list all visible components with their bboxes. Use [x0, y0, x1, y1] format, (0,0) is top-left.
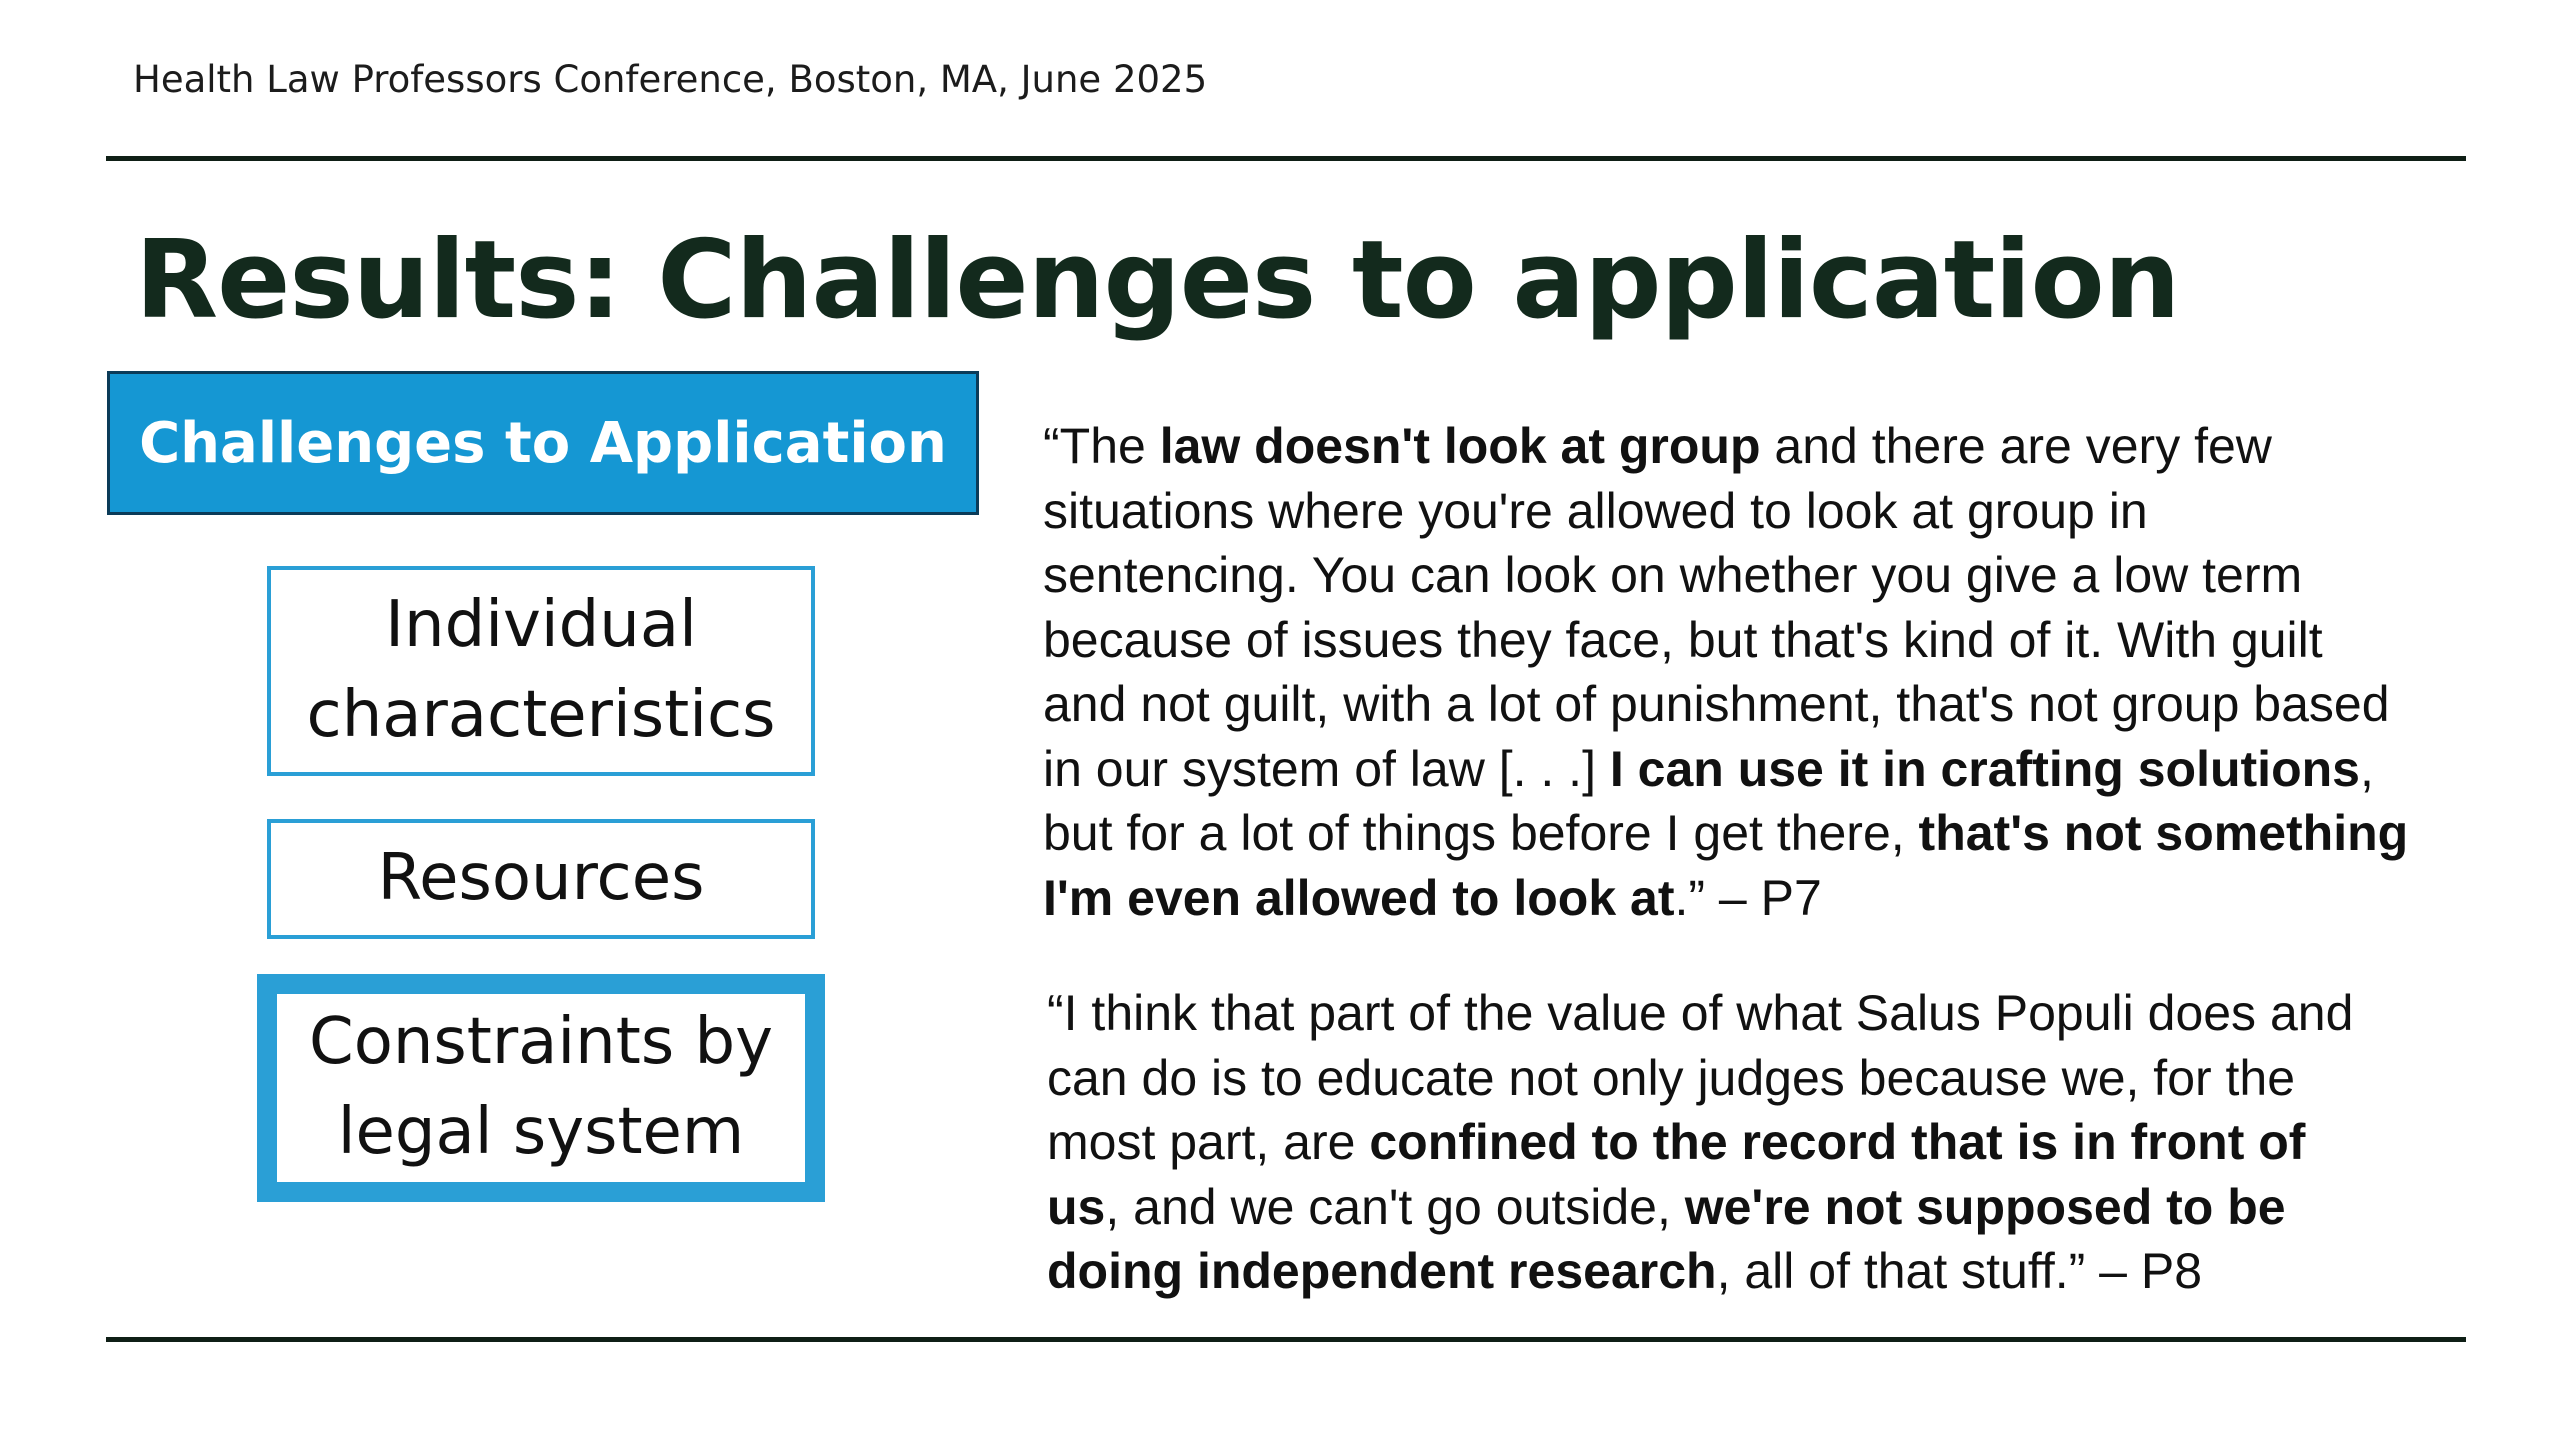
top-divider: [106, 156, 2466, 161]
resources-box: [267, 819, 815, 939]
quote-line: [1043, 801, 2523, 866]
quote-emphasis: law doesn't look at group: [1159, 418, 1761, 474]
quote-line: [1043, 414, 2523, 479]
quote-line: because of issues they face, but that's kind of it. With guilt: [1043, 611, 2323, 668]
quote-p8: [1047, 981, 2527, 1304]
box-label-line: Individual: [385, 588, 697, 663]
quote-line: can do is to educate not only judges because we, for the: [1047, 1049, 2296, 1106]
quote-emphasis: confined to the record that is in front of: [1369, 1114, 2306, 1170]
box-label-line: Constraints by: [309, 1005, 773, 1080]
quote-line: [1047, 1239, 2527, 1304]
quote-text: and there are very few: [1760, 418, 2272, 474]
box-label-line: Resources: [377, 841, 705, 916]
conference-caption: Health Law Professors Conference, Boston, MA, June 2025: [133, 58, 1208, 101]
quote-text: , and we can't go outside,: [1105, 1178, 1685, 1235]
quote-emphasis: doing independent research: [1047, 1243, 1717, 1299]
slide-title: Results: Challenges to application: [135, 218, 2180, 343]
quote-line: and not guilt, with a lot of punishment, that's not group based: [1043, 676, 2390, 732]
constraints-legal-system-box: [257, 974, 825, 1202]
quote-emphasis: us: [1047, 1178, 1106, 1235]
quote-text: ,: [2359, 740, 2374, 797]
box-label-line: characteristics: [306, 678, 776, 752]
quote-line: [1047, 1175, 2527, 1240]
quote-line: sentencing. You can look on whether you give a low term: [1043, 547, 2303, 603]
quote-p7: [1043, 414, 2523, 930]
quote-attribution: , all of that stuff.” – P8: [1716, 1243, 2203, 1299]
challenges-heading-box: [107, 371, 979, 515]
quote-line: “I think that part of the value of what Salus Populi does and: [1047, 985, 2354, 1041]
quote-text: but for a lot of things before I get there,: [1043, 805, 1919, 861]
quote-line: [1043, 737, 2523, 802]
bottom-divider: [106, 1337, 2466, 1342]
quote-text: “The: [1043, 418, 1160, 474]
quote-emphasis: that's not something: [1918, 805, 2409, 861]
quote-emphasis: I'm even allowed to look at: [1043, 869, 1675, 926]
quote-text: in our system of law [. . .]: [1043, 740, 1610, 797]
quote-line: [1047, 1110, 2527, 1175]
quote-text: most part, are: [1047, 1114, 1370, 1170]
quote-line: [1043, 866, 2523, 931]
quote-attribution: .” – P7: [1674, 869, 1822, 926]
quote-line: situations where you're allowed to look at group in: [1043, 482, 2148, 539]
individual-characteristics-box: [267, 566, 815, 776]
challenges-heading-label: Challenges to Application: [139, 410, 947, 476]
quote-emphasis: I can use it in crafting solutions: [1609, 740, 2360, 797]
quote-emphasis: we're not supposed to be: [1684, 1178, 2286, 1235]
box-label-line: legal system: [337, 1095, 745, 1169]
